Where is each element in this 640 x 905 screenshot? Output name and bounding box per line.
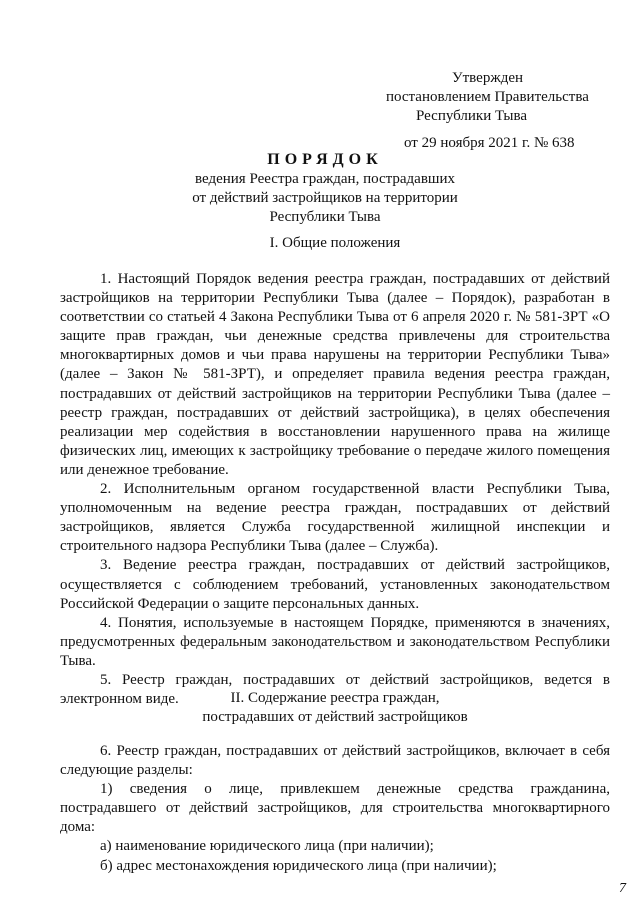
paragraph: 4. Понятия, используемые в настоящем Порядке, применяются в значениях, предусмотренных федеральным законодательством и законодательством Республики Тыва. [60,614,610,669]
paragraph: 5. Реестр граждан, пострадавших от действий застройщиков, ведется в электронном виде. [60,671,610,708]
paragraph: 3. Ведение реестра граждан, пострадавших от действий застройщиков, осуществляется с соблюдением требований, установленных законодательством Российской Федерации о защите персональных данных. [60,557,610,612]
document-subtitle-line: ведения Реестра граждан, пострадавших [195,171,455,187]
paragraph: 2. Исполнительным органом государственной власти Республики Тыва, уполномоченным на ведение реестра граждан, пострадавших от действий застройщиков, является Служба государственной жилищной инспекции и строительного надзора Республики Тыва (далее – Служба). [60,481,610,555]
paragraph: б) адрес местонахождения юридического лица (при наличии); [100,857,497,874]
approval-line-date: от 29 ноября 2021 г. № 638 [404,135,575,151]
paragraph: а) наименование юридического лица (при наличии); [100,838,434,855]
approval-line-decree: постановлением Правительства [386,89,589,105]
approval-line-approved: Утвержден [452,70,524,86]
page-number: 7 [619,881,626,896]
paragraph: 1) сведения о лице, привлекшем денежные средства гражданина, пострадавшего от действий застройщиков, для строительства многоквартирного дома: [60,781,610,836]
document-subtitle-line: от действий застройщиков на территории [192,190,458,206]
document-subtitle-line: Республики Тыва [269,209,381,225]
section-1-body [60,270,610,709]
paragraph: 1. Настоящий Порядок ведения реестра граждан, пострадавших от действий застройщиков на территории Республики Тыва (далее – Порядок), разработан в соответствии со статьей 4 Закона Республики Тыва от 6 апреля 2020 г. № 581-ЗРТ «О защите прав граждан, чьи денежные средства привлечены для строительства многоквартирных домов и чьи права нарушены на территории Республики Тыва» (далее – Закон № 581-ЗРТ), и определяет правила ведения реестра граждан, пострадавших от действий застройщиков на территории Республики Тыва (далее – реестр граждан, пострадавших от действий застройщика), в целях обеспечения реализации мер содействия в восстановлении нарушенного права на жилище физических лиц, имеющих к застройщику требование о передаче жилого помещения или денежное требование. [60,271,610,478]
section-2-body [60,742,610,876]
document-title: ПОРЯДОК [267,151,383,168]
document-title-block [140,150,510,227]
section-2-heading [60,689,610,727]
approval-stamp [386,69,616,153]
approval-line-republic: Республики Тыва [416,108,528,124]
section-1-heading: I. Общие положения [269,235,401,251]
section-2-heading-line: пострадавших от действий застройщиков [202,709,468,725]
section-2-heading-line: II. Содержание реестра граждан, [230,690,440,706]
paragraph: 6. Реестр граждан, пострадавших от действий застройщиков, включает в себя следующие разделы: [60,743,610,779]
